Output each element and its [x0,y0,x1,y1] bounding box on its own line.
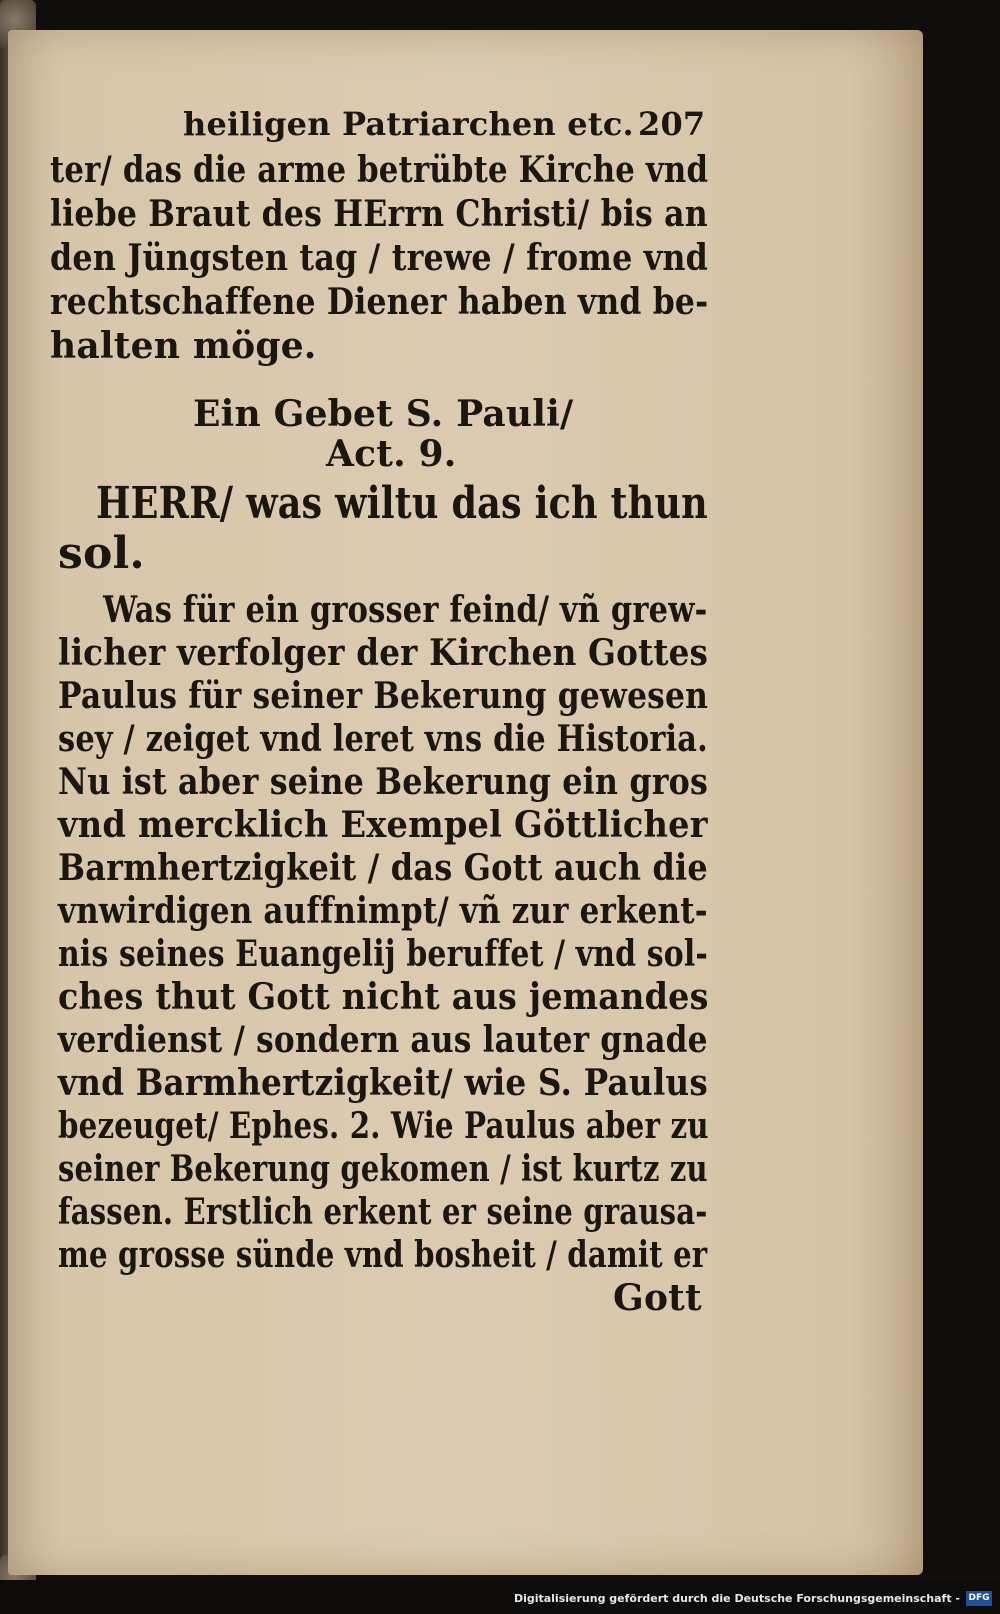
text-line: vnwirdigen auffnimpt/ vñ zur erkent- [58,890,708,932]
text-line: fassen. Erstlich erkent er seine grausa- [58,1191,708,1233]
text-line: vnd Barmhertzigkeit/ wie S. Paulus [58,1062,708,1104]
text-line: Nu ist aber seine Bekerung ein gros [58,761,709,803]
text-line: Paulus für seiner Bekerung gewesen [58,675,709,717]
text-line: verdienst / sondern aus lauter gnade [58,1019,708,1061]
running-head: heiligen Patriarchen etc. [183,105,634,143]
funding-credit: Digitalisierung gefördert durch die Deutsche Forschungsgemeinschaft - [513,1592,960,1605]
text-line: licher verfolger der Kirchen Gottes [58,632,709,674]
footer-bar [0,1580,1000,1614]
text-line: sey / zeiget vnd leret vns die Historia. [58,718,708,760]
text-line: seiner Bekerung gekomen / ist kurtz zu [58,1148,708,1190]
dfg-logo: DFG [966,1591,992,1606]
prayer-text-line: sol. [58,528,145,579]
text-line: rechtschaffene Diener haben vnd be- [50,281,709,323]
catchword: Gott [613,1277,702,1319]
text-line: bezeuget/ Ephes. 2. Wie Paulus aber zu [58,1105,709,1147]
text-line: vnd mercklich Exempel Göttlicher [58,804,708,846]
text-line: ches thut Gott nicht aus jemandes [58,976,709,1018]
page-number: 207 [638,105,706,143]
text-line: den Jüngsten tag / trewe / frome vnd [50,237,709,279]
book-page [8,30,923,1575]
text-line: liebe Braut des HErrn Christi/ bis an [50,193,708,235]
text-line: me grosse sünde vnd bosheit / damit er [58,1234,708,1276]
text-line: Barmhertzigkeit / das Gott auch die [58,847,708,889]
text-line: Was für ein grosser feind/ vñ grew- [103,589,708,631]
prayer-text-line: HERR/ was wiltu das ich thun [96,478,708,529]
text-line: ter/ das die arme betrübte Kirche vnd [50,149,709,191]
text-line: nis seines Euangelij beruffet / vnd sol- [58,933,708,975]
text-line: halten möge. [50,325,317,367]
prayer-title: Ein Gebet S. Pauli/ [193,393,574,435]
prayer-reference: Act. 9. [326,433,457,475]
